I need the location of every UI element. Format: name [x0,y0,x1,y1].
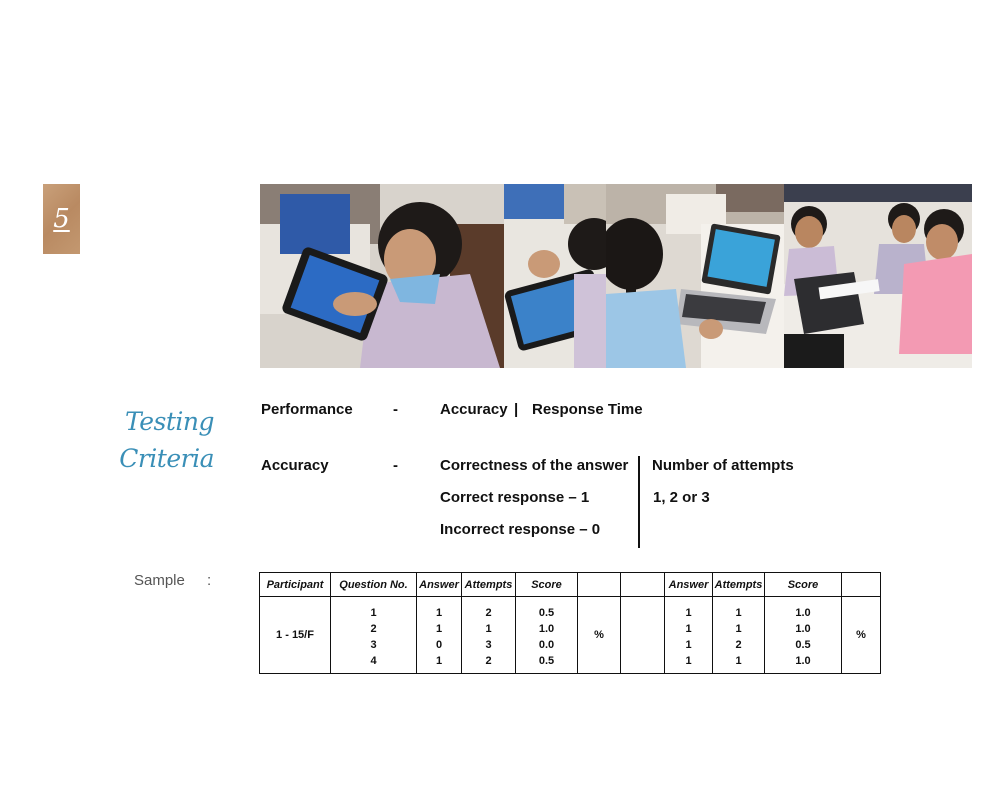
accuracy-incorrect-response: Incorrect response – 0 [440,521,601,538]
photo-group-laptop [784,184,972,368]
accuracy-attempts-heading: Number of attempts [652,457,794,474]
performance-label: Performance [261,401,353,418]
attempts-cell: 2 1 3 2 [462,597,516,674]
header-attempts-2: Attempts [713,573,765,597]
accuracy-dash: - [393,457,398,474]
header-blank-3 [842,573,881,597]
section-title: Testing Criteria [119,407,214,473]
photo-girl-laptop [606,184,784,368]
header-participant: Participant [260,573,331,597]
table-row [260,597,881,674]
photo-strip [260,184,972,368]
photo-hands-tablet [504,184,606,368]
accuracy-correctness-heading: Correctness of the answer [440,457,629,474]
percent-cell-2: % [842,597,881,674]
blank-cell [621,597,665,674]
accuracy-label: Accuracy [261,457,329,474]
accuracy-attempts-values: 1, 2 or 3 [653,489,710,506]
sample-colon: : [207,572,212,589]
sample-label: Sample [134,572,185,589]
page-number: 5 [53,204,70,234]
performance-dash: - [393,401,398,418]
header-question-no: Question No. [331,573,417,597]
performance-response-time: Response Time [532,401,643,418]
percent-cell: % [578,597,621,674]
photo-girl-tablet [260,184,504,368]
header-score: Score [516,573,578,597]
accuracy-correct-response: Correct response – 1 [440,489,590,506]
page-number-badge [43,184,80,254]
header-blank-2 [621,573,665,597]
header-answer-2: Answer [665,573,713,597]
header-attempts: Attempts [462,573,516,597]
answer-cell-2: 1 1 1 1 [665,597,713,674]
attempts-cell-2: 1 1 2 1 [713,597,765,674]
performance-separator: | [514,401,519,418]
header-score-2: Score [765,573,842,597]
score-cell-2: 1.0 1.0 0.5 1.0 [765,597,842,674]
sample-table [259,572,881,674]
participant-cell: 1 - 15/F [260,597,331,674]
question-no-cell: 1 2 3 4 [331,597,417,674]
criteria-divider [638,456,640,548]
header-blank-1 [578,573,621,597]
answer-cell: 1 1 0 1 [417,597,462,674]
header-answer: Answer [417,573,462,597]
performance-accuracy: Accuracy [440,401,508,418]
table-header-row [260,573,881,597]
score-cell: 0.5 1.0 0.0 0.5 [516,597,578,674]
